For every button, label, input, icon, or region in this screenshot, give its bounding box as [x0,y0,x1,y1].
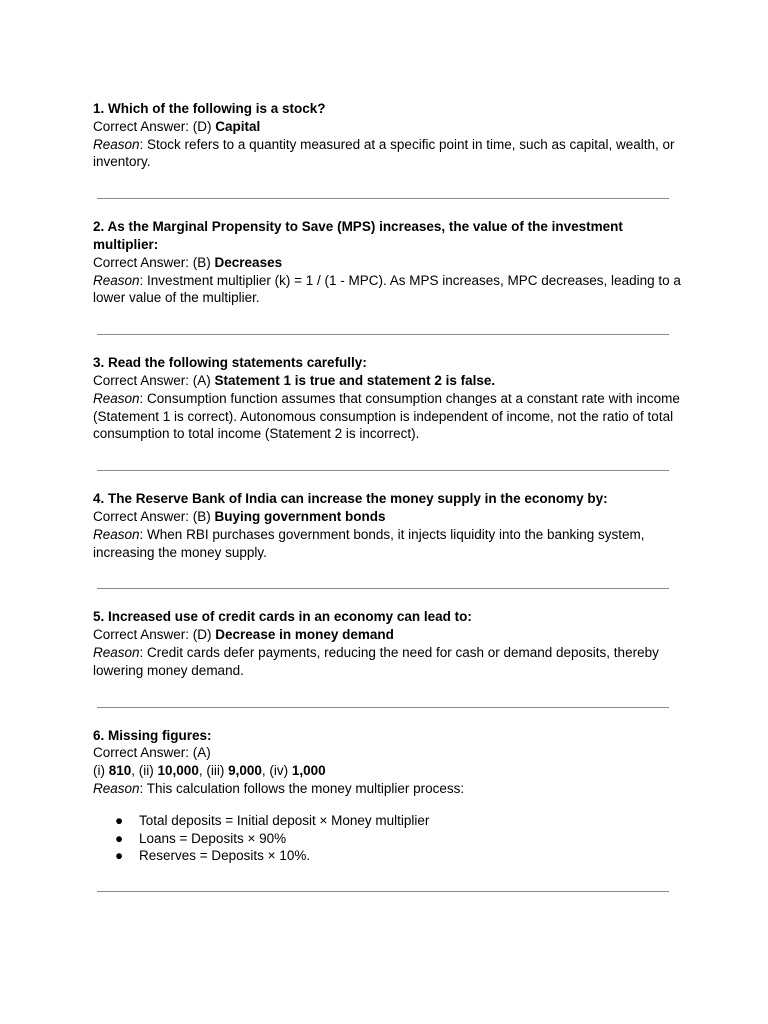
reason-4 [93,526,683,562]
figure-i-label: (i) [93,763,109,779]
reason-3 [93,390,683,443]
question-4: 4. The Reserve Bank of India can increase the money supply in the economy by: [93,491,608,507]
answer-6: Correct Answer: (A) [93,745,211,761]
qa-item-2 [93,218,683,307]
answer-1 [93,118,683,136]
question-2: 2. As the Marginal Propensity to Save (MPS) increases, the value of the investment multiplier: [93,219,623,252]
figure-iii-value: 9,000 [228,763,262,779]
bullet-dot-icon: ● [115,812,124,828]
answer-prefix: Correct Answer: (D) [93,627,216,643]
bullet-list [93,812,683,865]
reason-1 [93,136,683,172]
qa-item-4 [93,490,683,561]
reason-text: : Credit cards defer payments, reducing the need for cash or demand deposits, thereby lowering money demand. [93,644,659,678]
answer-3 [93,372,683,390]
answer-prefix: Correct Answer: (B) [93,508,215,524]
reason-label: Reason [93,136,140,152]
figure-iv-value: 1,000 [291,763,326,779]
bullet-text: Loans = Deposits × 90% [139,830,287,846]
reason-text: : Investment multiplier (k) = 1 / (1 - MPC). As MPS increases, MPC decreases, leading to a lower value of the multiplier. [93,272,681,306]
bullet-text: Total deposits = Initial deposit × Money multiplier [139,812,430,828]
answer-value: Statement 1 is true and statement 2 is false. [214,372,496,388]
bullet-item [93,847,683,865]
qa-item-3 [93,354,683,443]
question-5: 5. Increased use of credit cards in an economy can lead to: [93,609,472,625]
question-6: 6. Missing figures: [93,727,212,743]
bullet-dot-icon: ● [115,848,124,864]
document-page [93,100,683,892]
answer-2 [93,254,683,272]
qa-item-1 [93,100,683,171]
reason-text: : Stock refers to a quantity measured at a specific point in time, such as capital, wealth, or inventory. [93,136,675,170]
figure-iii-label: , (iii) [198,763,229,779]
bullet-item [93,830,683,848]
reason-label: Reason [93,780,140,796]
answer-value: Capital [215,118,261,134]
reason-text: : This calculation follows the money multiplier process: [139,780,465,796]
question-3: 3. Read the following statements carefully: [93,355,367,371]
reason-label: Reason [93,390,140,406]
answer-prefix: Correct Answer: (A) [93,372,215,388]
figure-i-value: 810 [108,763,132,779]
reason-6 [93,780,683,798]
answer-value: Decreases [214,254,283,270]
missing-figures [93,762,683,780]
bullet-text: Reserves = Deposits × 10%. [139,848,311,864]
figure-ii-label: , (ii) [131,763,158,779]
reason-5 [93,644,683,680]
answer-4 [93,508,683,526]
bullet-dot-icon: ● [115,830,124,846]
reason-label: Reason [93,526,140,542]
answer-prefix: Correct Answer: (B) [93,254,215,270]
qa-item-5 [93,608,683,679]
bullet-item [93,812,683,830]
reason-label: Reason [93,272,140,288]
answer-prefix: Correct Answer: (D) [93,118,216,134]
question-1: 1. Which of the following is a stock? [93,101,326,116]
reason-label: Reason [93,644,140,660]
section-divider [97,891,669,892]
answer-value: Buying government bonds [214,508,386,524]
reason-text: : Consumption function assumes that consumption changes at a constant rate with income (Statement 1 is correct). Autonomous consumption is independent of income, not the ratio of total consumption to total income (Statement 2 is incorrect). [93,390,680,442]
answer-value: Decrease in money demand [215,627,394,643]
answer-5 [93,626,683,644]
figure-iv-label: , (iv) [261,763,292,779]
reason-2 [93,272,683,308]
figure-ii-value: 10,000 [157,763,199,779]
qa-item-6 [93,727,683,866]
reason-text: : When RBI purchases government bonds, it injects liquidity into the banking system, increasing the money supply. [93,526,645,560]
